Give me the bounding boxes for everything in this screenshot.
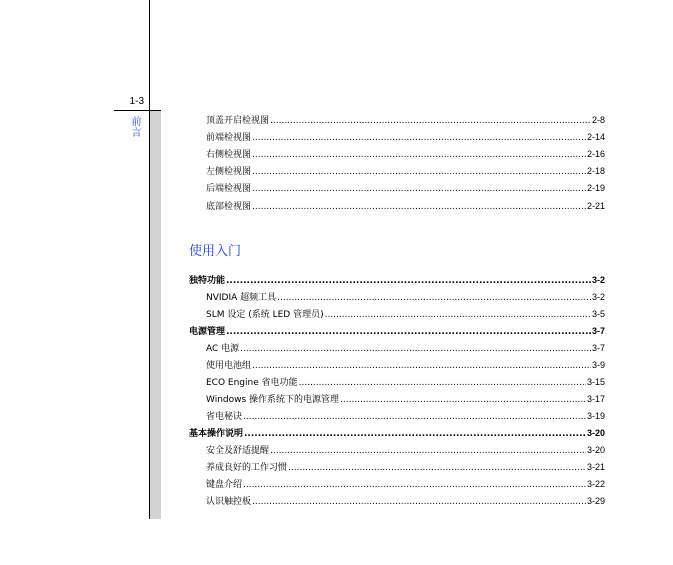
toc-entry[interactable]: [206, 393, 605, 406]
toc-entry[interactable]: [206, 165, 605, 178]
toc-leader-dots: [270, 115, 591, 128]
toc-entry-page: 3-29: [586, 496, 605, 506]
toc-entry-label: 电源管理: [189, 327, 226, 337]
toc-leader-dots: [299, 377, 586, 390]
toc-entry-label: 顶盖开启检视图: [206, 116, 270, 126]
toc-leader-dots: [252, 166, 586, 179]
toc-entry[interactable]: [206, 182, 605, 195]
toc-entry-page: 2-19: [586, 183, 605, 193]
toc-entry-label: 省电秘诀: [206, 412, 243, 422]
toc-entry-label: AC 电源: [206, 344, 240, 354]
toc-leader-dots: [340, 394, 586, 407]
toc-entry-label: 右侧检视图: [206, 150, 252, 160]
toc-entry[interactable]: [206, 444, 605, 457]
toc-entry-label: 独特功能: [189, 276, 226, 286]
toc-entry[interactable]: [206, 131, 605, 144]
toc-entry-page: 3-20: [586, 428, 605, 438]
toc-entry-page: 3-19: [586, 411, 605, 421]
toc-entry-page: 3-20: [586, 445, 605, 455]
toc-leader-dots: [277, 292, 591, 305]
toc-entry-label: 底部检视图: [206, 202, 252, 212]
toc-leader-dots: [288, 462, 586, 475]
toc-entry-page: 3-9: [591, 360, 605, 370]
toc-entry-label: 键盘介绍: [206, 480, 243, 490]
toc-leader-dots: [252, 496, 586, 509]
toc-entry[interactable]: [206, 376, 605, 389]
toc-entry-label: 认识触控板: [206, 497, 252, 507]
toc-heading-entry[interactable]: [189, 274, 605, 287]
toc-entry[interactable]: [206, 461, 605, 474]
toc-heading-entry[interactable]: [189, 325, 605, 338]
toc-leader-dots: [243, 411, 586, 424]
toc-entry-page: 2-8: [591, 115, 605, 125]
toc-entry-label: Windows 操作系统下的电源管理: [206, 395, 340, 405]
toc-leader-dots: [325, 309, 591, 322]
toc-entry-page: 2-21: [586, 201, 605, 211]
toc-entry[interactable]: [206, 342, 605, 355]
toc-entry-page: 3-15: [586, 377, 605, 387]
toc-leader-dots: [252, 201, 586, 214]
toc-leader-dots: [226, 275, 591, 288]
toc-entry-page: 2-14: [586, 132, 605, 142]
toc-leader-dots: [226, 326, 591, 339]
toc-entry-label: ECO Engine 省电功能: [206, 378, 298, 388]
chapter-side-label: 前言: [129, 116, 140, 138]
toc-leader-dots: [252, 149, 586, 162]
toc-entry-page: 3-5: [591, 309, 605, 319]
margin-gray-bar: [150, 111, 161, 519]
page-number-rule: [114, 110, 161, 111]
toc-entry[interactable]: [206, 495, 605, 508]
toc-entry[interactable]: [206, 478, 605, 491]
toc-entry-page: 3-21: [586, 462, 605, 472]
toc-entry-label: 养成良好的工作习惯: [206, 463, 288, 473]
toc-entry-label: 左侧检视图: [206, 167, 252, 177]
toc-entry[interactable]: [206, 308, 605, 321]
toc-entry[interactable]: [206, 291, 605, 304]
toc-leader-dots: [243, 479, 586, 492]
toc-entry-page: 3-7: [591, 326, 605, 336]
toc-entry-label: 基本操作说明: [189, 429, 244, 439]
page-number: 1-3: [129, 96, 144, 107]
toc-entry[interactable]: [206, 359, 605, 372]
toc-leader-dots: [252, 183, 586, 196]
toc-entry[interactable]: [206, 200, 605, 213]
toc-entry-label: 安全及舒适提醒: [206, 446, 270, 456]
toc-leader-dots: [270, 445, 586, 458]
toc-entry-label: 后端检视图: [206, 184, 252, 194]
toc-entry-label: NVIDIA 超频工具: [206, 293, 277, 303]
toc-entry-page: 3-17: [586, 394, 605, 404]
toc-entry[interactable]: [206, 114, 605, 127]
toc-leader-dots: [252, 360, 591, 373]
toc-entry-label: 使用电池组: [206, 361, 252, 371]
toc-leader-dots: [252, 132, 586, 145]
section-title: 使用入门: [189, 244, 242, 259]
toc-entry-page: 3-22: [586, 479, 605, 489]
toc-entry-page: 3-7: [591, 343, 605, 353]
toc-heading-entry[interactable]: [189, 427, 605, 440]
toc-leader-dots: [240, 343, 591, 356]
toc-leader-dots: [244, 428, 586, 441]
toc-entry[interactable]: [206, 148, 605, 161]
toc-entry-page: 3-2: [591, 292, 605, 302]
toc-entry-label: 前端检视图: [206, 133, 252, 143]
toc-entry-page: 2-18: [586, 166, 605, 176]
toc-entry-label: SLM 设定 (系统 LED 管理员): [206, 310, 324, 320]
toc-entry-page: 3-2: [591, 275, 605, 285]
toc-entry[interactable]: [206, 410, 605, 423]
toc-entry-page: 2-16: [586, 149, 605, 159]
